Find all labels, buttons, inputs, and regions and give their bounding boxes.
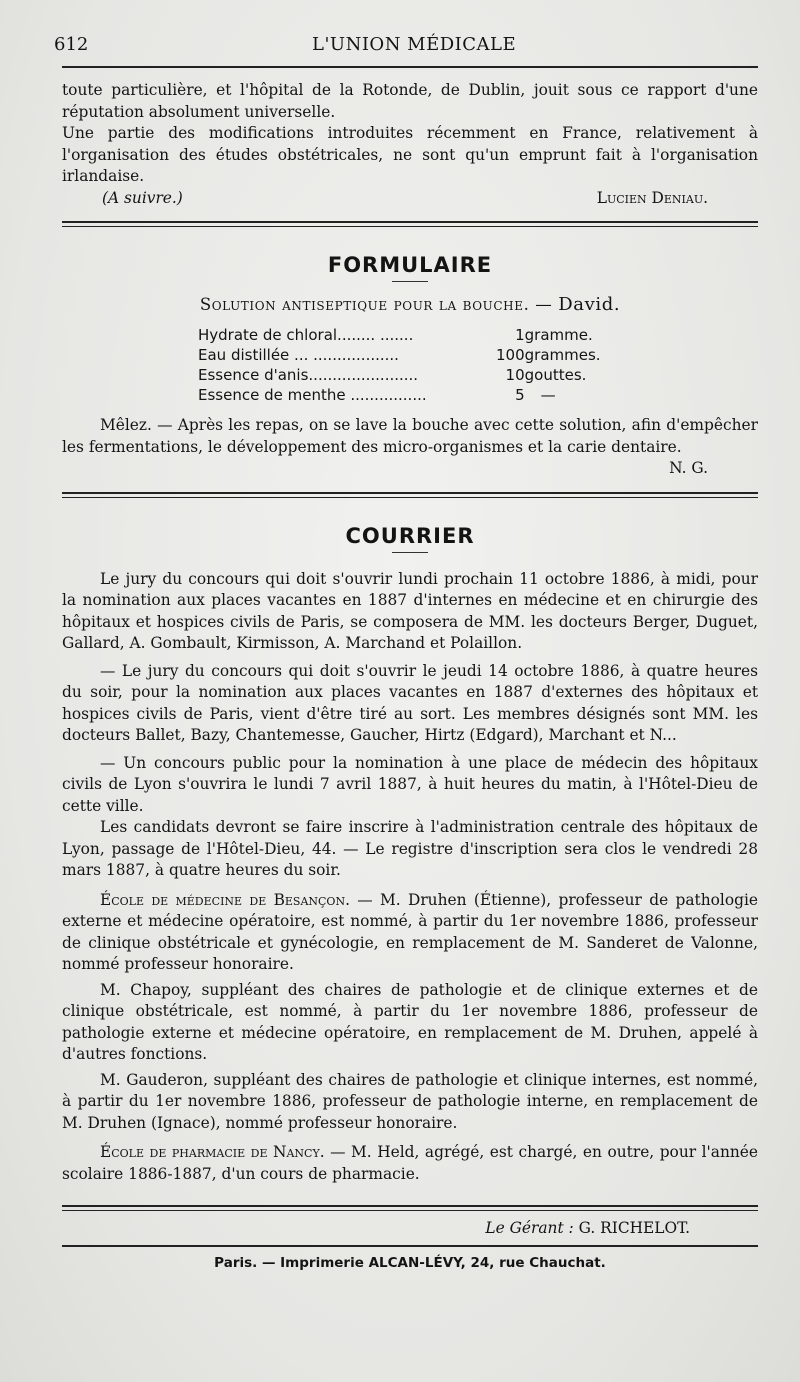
ingredient-table [198,325,601,405]
running-head [54,30,758,58]
title-underline [392,281,428,282]
ingredient-row [198,385,601,405]
formulaire-section [62,253,758,480]
nancy-text: — M. Held, agrégé, est chargé, en outre, pour l'année scolaire 1886-1887, d'un cours de pharmacie. [62,1143,758,1183]
nancy-paragraph [62,1142,758,1185]
section-divider-2 [62,492,758,498]
ingredient-name: Eau distillée ... .................. [198,346,399,364]
gerant-line [62,1219,758,1237]
recipe-title [62,294,758,315]
title-underline [392,552,428,553]
ingredient-name: Essence d'anis....................... [198,366,419,384]
to-follow-note: (A suivre.) [102,188,183,207]
courrier-title: COURRIER [345,523,475,548]
footer-divider [62,1205,758,1211]
gauderon-paragraph: M. Gauderon, suppléant des chaires de pathologie et clinique internes, est nommé, à partir du 1er novembre 1886, professeur de pathologie interne, en remplacement de M. Druhen (Ignace), nommé professeur honoraire. [62,1070,758,1132]
intro-section [62,80,758,209]
formulaire-initials: N. G. [669,459,708,477]
ingredient-quantity: 5 [515,386,525,404]
formulaire-title: FORMULAIRE [327,253,493,277]
ingredient-unit: gouttes. [524,366,587,384]
besancon-text: — M. Druhen (Étienne), professeur de pathologie externe et médecine opératoire, est nommé, à partir du 1er novembre 1886, professeur de clinique obstétricale et gynécologie, en remplacement de M. Sanderet de Valonne, nommé professeur honoraire. [62,890,758,973]
recipe-name: Solution antiseptique pour la bouche. — [199,295,553,314]
gerant-name: G. RICHELOT. [578,1219,690,1237]
author-signature: Lucien Deniau. [596,188,708,207]
besancon-label: École de médecine de Besançon. [100,890,350,909]
page-number: 612 [54,34,89,55]
ingredient-row [198,345,601,365]
section-divider-1 [62,221,758,227]
ingredient-name: Essence de menthe ................ [198,386,427,404]
ingredient-quantity: 1 [515,326,525,344]
instructions-paragraph: Mêlez. — Après les repas, on se lave la bouche avec cette solution, afin d'empêcher les fermentations, le développement des micro-organismes et la carie dentaire. [62,416,758,456]
courrier-paragraph: — Le jury du concours qui doit s'ouvrir le jeudi 14 octobre 1886, à quatre heures du soir, pour la nomination aux places vacantes en 1887 d'externes des hôpitaux et hospices civils de Paris, vient d'être tiré au sort. Les membres désignés sont MM. les docteurs Ballet, Bazy, Chantemesse, Gaucher, Hirtz (Edgard), Marchant et N... [62,661,758,744]
imprint-rule [62,1245,758,1247]
ingredient-name: Hydrate de chloral........ ....... [198,326,414,344]
recipe-author: David. [558,294,621,315]
header-rule [62,66,758,68]
ingredient-row [198,325,601,345]
ingredient-row [198,365,601,385]
ingredient-unit: gramme. [524,326,593,344]
courrier-paragraph: Les candidats devront se faire inscrire à l'administration centrale des hôpitaux de Lyon, passage de l'Hôtel-Dieu, 44. — Le registre d'inscription sera clos le vendredi 28 mars 1887, à quatre heures du soir. [62,818,758,879]
gerant-label: Le Gérant : [485,1219,574,1237]
chapoy-paragraph: M. Chapoy, suppléant des chaires de pathologie et de clinique externes et de clinique obstétricale, est nommé, à partir du 1er novembre 1886, professeur de pathologie externe et médecine opératoire, en remplacement de M. Druhen, appelé à d'autres fonctions. [62,980,758,1063]
courrier-paragraph: Le jury du concours qui doit s'ouvrir lundi prochain 11 octobre 1886, à midi, pour la nomination aux places vacantes en 1887 d'internes en médecine et en chirurgie des hôpitaux et hospices civils de Paris, se composera de MM. les docteurs Berger, Duguet, Gallard, A. Gombault, Kirmisson, A. Marchand et Polaillon. [62,569,758,652]
intro-paragraph-1: toute particulière, et l'hôpital de la Rotonde, de Dublin, jouit sous ce rapport d'une réputation absolument universelle. [62,81,758,121]
intro-signature-line [62,188,758,210]
intro-paragraph-2: Une partie des modifications introduites récemment en France, relativement à l'organisation des études obstétricales, ne sont qu'un emprunt fait à l'organisation irlandaise. [62,124,758,185]
printer-imprint: Paris. — Imprimerie ALCAN-LÉVY, 24, rue Chauchat. [214,1255,606,1271]
journal-title: L'UNION MÉDICALE [312,34,517,55]
courrier-section [62,524,758,1186]
ingredient-quantity: 10 [505,366,525,384]
ingredient-unit: — [540,386,556,404]
ingredient-quantity: 100 [496,346,525,364]
nancy-label: École de pharmacie de Nancy. [100,1143,325,1161]
ingredient-unit: grammes. [524,346,601,364]
courrier-paragraph: — Un concours public pour la nomination à une place de médecin des hôpitaux civils de Lyon s'ouvrira le lundi 7 avril 1887, à huit heures du matin, à l'Hôtel-Dieu de cette ville. [62,753,758,815]
besancon-paragraph [62,890,758,976]
